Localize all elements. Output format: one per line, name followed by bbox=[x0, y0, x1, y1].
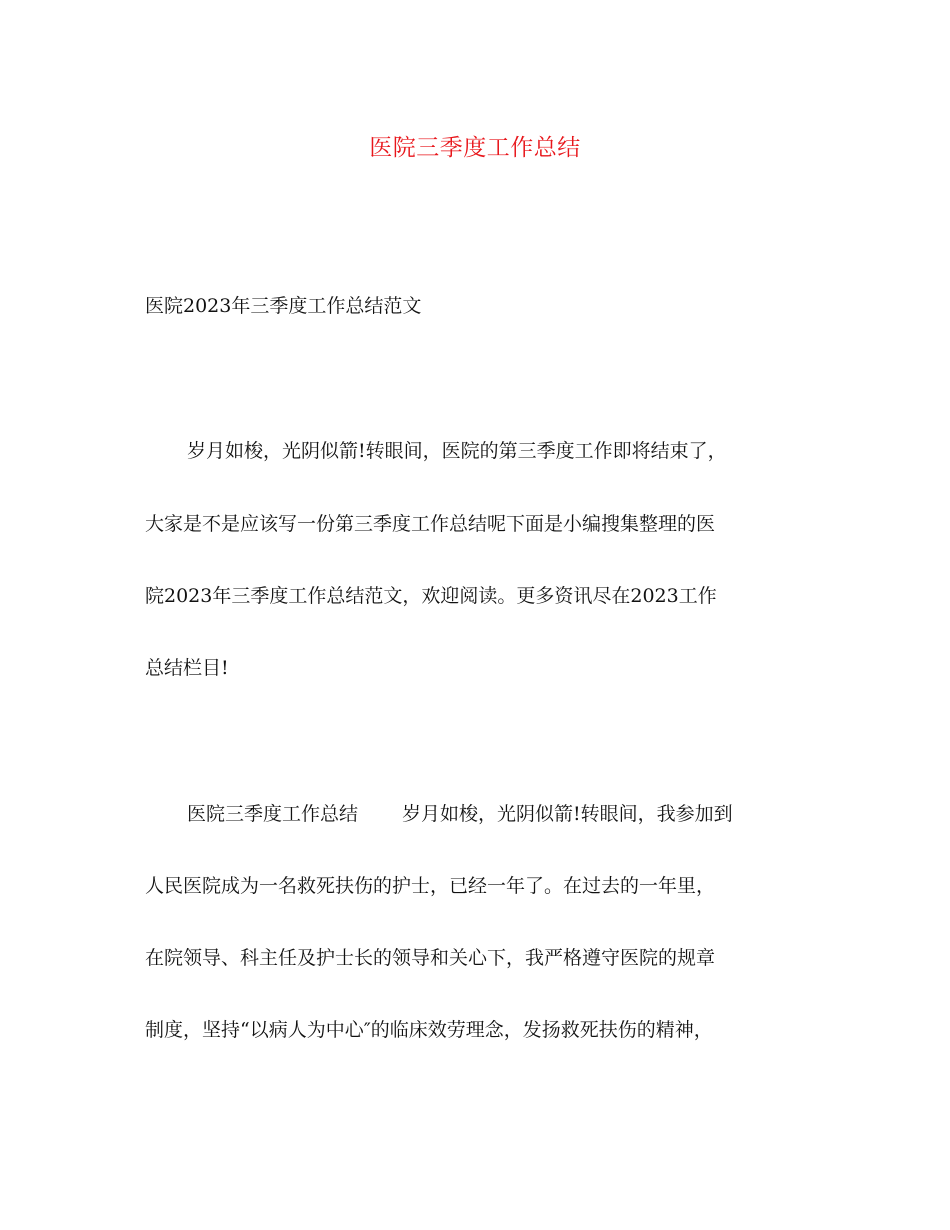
body-line-3: 在院领导、科主任及护士长的领导和关心下，我严格遵守医院的规章 bbox=[145, 947, 716, 969]
intro-line-2: 大家是不是应该写一份第三季度工作总结呢下面是小编搜集整理的医 bbox=[145, 513, 716, 535]
body-line-4: 制度，坚持“以病人为中心″的临床效劳理念，发扬救死扶伤的精神， bbox=[145, 1019, 713, 1041]
body-heading: 医院三季度工作总结 bbox=[187, 803, 359, 825]
intro-line-3: 院2023年三季度工作总结范文，欢迎阅读。更多资讯尽在2023工作 bbox=[145, 585, 717, 607]
body-line-2: 人民医院成为一名救死扶伤的护士，已经一年了。在过去的一年里， bbox=[145, 875, 716, 897]
body-line-1 bbox=[187, 794, 733, 834]
intro-line-4: 总结栏目! bbox=[145, 657, 229, 679]
document-title: 医院三季度工作总结 bbox=[369, 135, 581, 161]
document-subtitle: 医院2023年三季度工作总结范文 bbox=[145, 295, 422, 317]
intro-line-1: 岁月如梭，光阴似箭!转眼间，医院的第三季度工作即将结束了， bbox=[187, 440, 727, 462]
body-first-text: 岁月如梭，光阴似箭!转眼间，我参加到 bbox=[402, 803, 733, 825]
